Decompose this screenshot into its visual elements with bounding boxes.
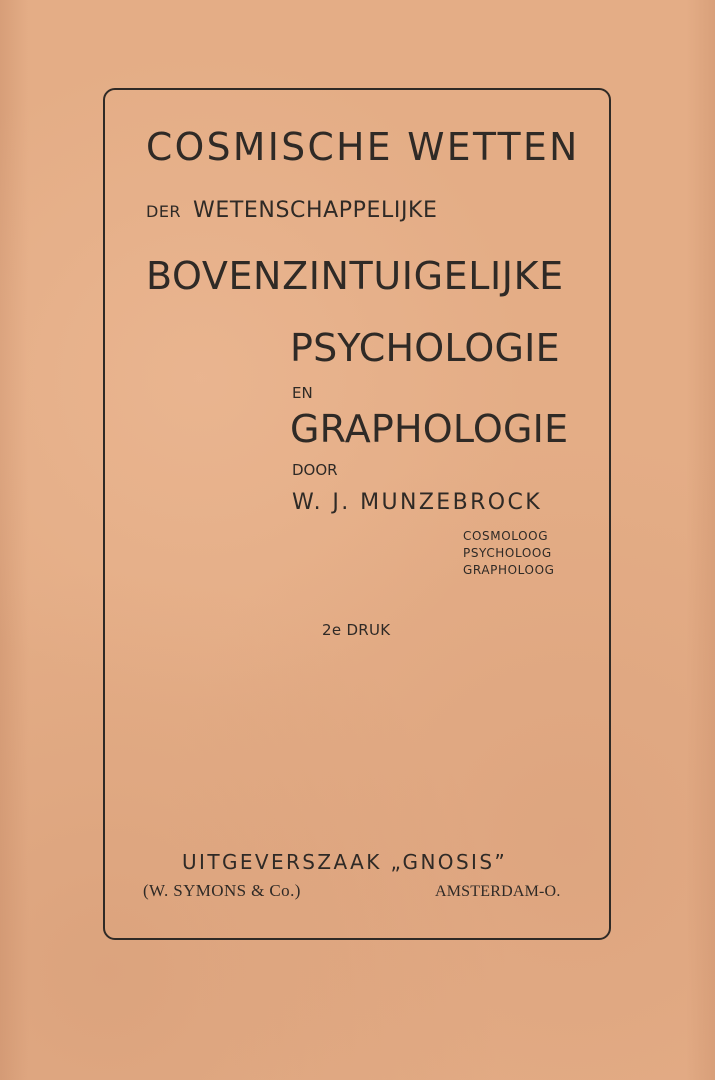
publisher-city: AMSTERDAM-O. (435, 883, 561, 900)
title-line-graphologie: GRAPHOLOGIE (290, 407, 569, 451)
author-role: GRAPHOLOOG (463, 563, 555, 577)
byline-door: DOOR (292, 461, 338, 479)
author-roles (463, 528, 555, 579)
author-name: W. J. MUNZEBROCK (292, 490, 543, 515)
publisher-name: UITGEVERSZAAK „GNOSIS” (182, 850, 508, 874)
title-line-cosmische-wetten: COSMISCHE WETTEN (146, 125, 580, 169)
title-en: EN (292, 384, 313, 402)
publisher-subtitle: (W. SYMONS & Co.) (143, 881, 301, 900)
author-role: PSYCHOLOOG (463, 546, 552, 560)
title-der: DER (146, 202, 182, 221)
author-role: COSMOLOOG (463, 529, 549, 543)
title-line-wetenschappelijke: WETENSCHAPPELIJKE (193, 198, 438, 223)
title-line-psychologie: PSYCHOLOGIE (290, 326, 560, 370)
title-line-bovenzintuigelijke: BOVENZINTUIGELIJKE (146, 254, 564, 298)
edition-label: 2e DRUK (322, 621, 391, 639)
